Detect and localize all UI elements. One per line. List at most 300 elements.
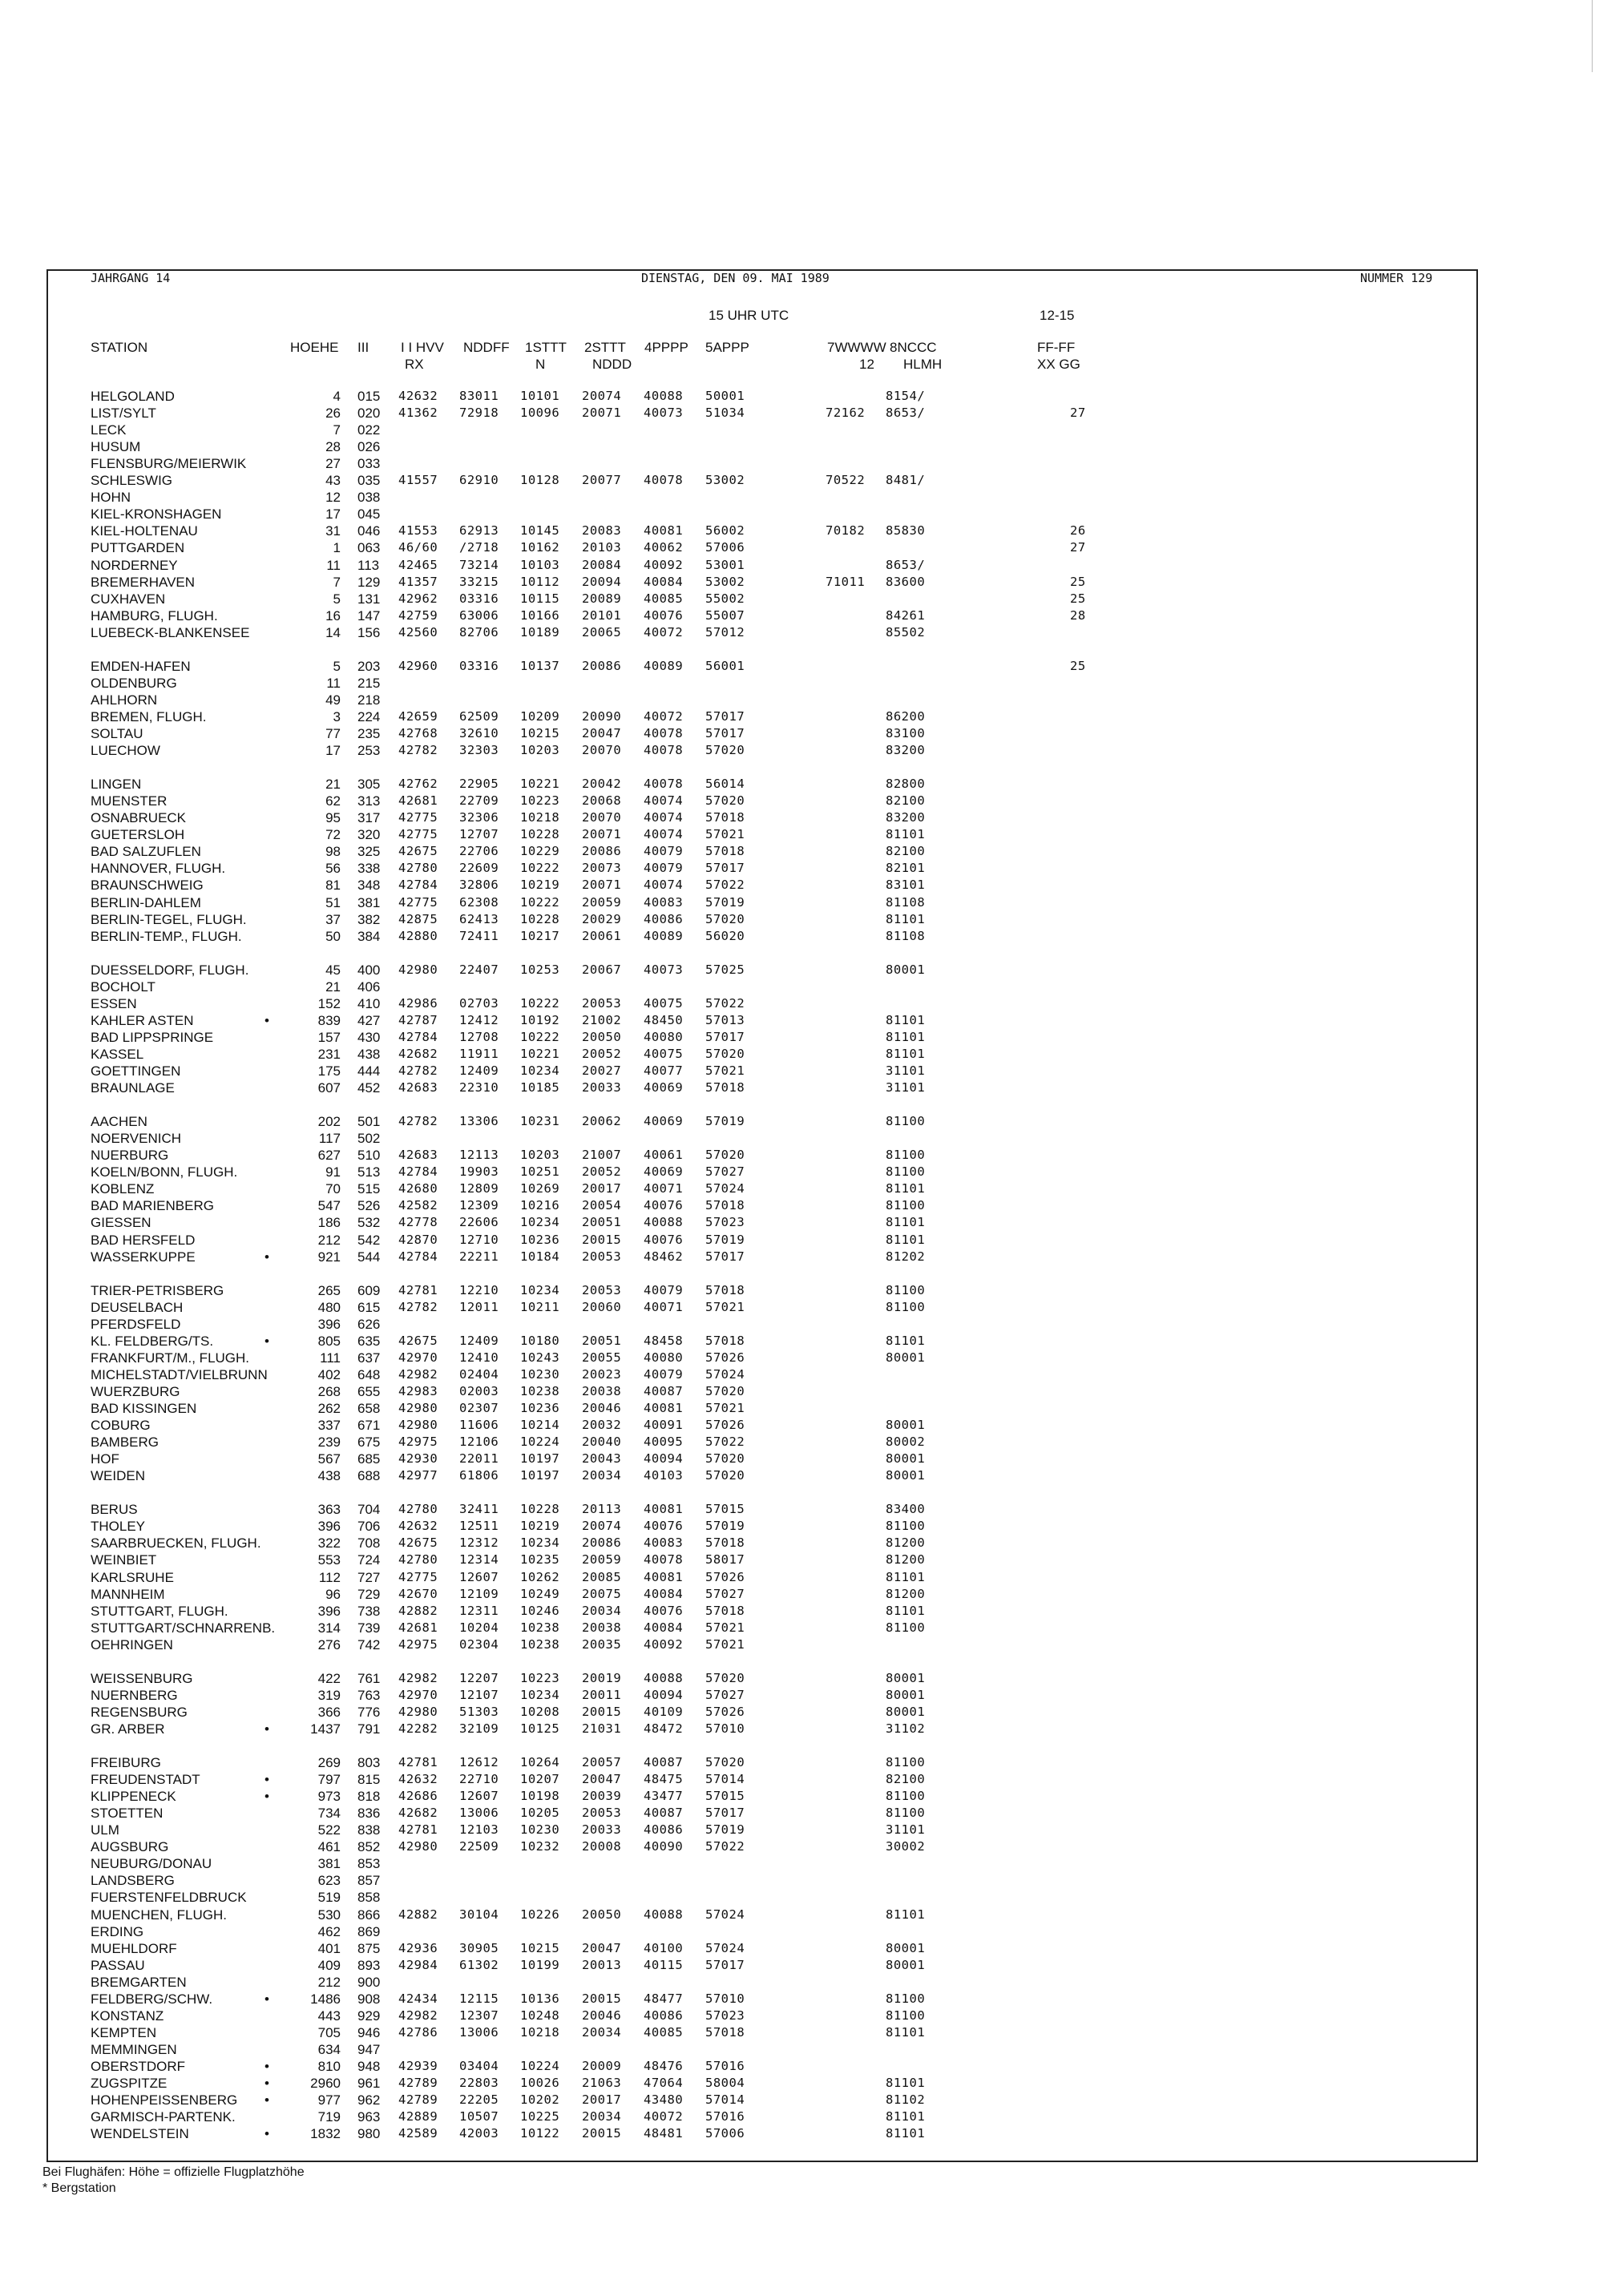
cell-h: 31 bbox=[325, 523, 341, 539]
cell-c1: 42781 bbox=[398, 1282, 438, 1297]
cell-c2: 51303 bbox=[459, 1704, 499, 1719]
cell-c5: 40085 bbox=[644, 2024, 684, 2040]
cell-c8: 8154/ bbox=[886, 389, 926, 403]
cell-station: MUENCHEN, FLUGH. bbox=[91, 1907, 228, 1923]
cell-c5: 48477 bbox=[644, 1991, 684, 2006]
cell-star: • bbox=[264, 2126, 269, 2142]
cell-iii: 857 bbox=[357, 1873, 381, 1889]
cell-c2: 12607 bbox=[459, 1569, 499, 1584]
cell-c6: 57012 bbox=[705, 624, 745, 640]
cell-c3: 10215 bbox=[520, 726, 560, 740]
cell-iii: 129 bbox=[357, 574, 381, 590]
cell-c3: 10222 bbox=[520, 861, 560, 876]
cell-c3: 10185 bbox=[520, 1080, 560, 1096]
cell-c2: 12314 bbox=[459, 1552, 499, 1568]
observation-period: 12-15 bbox=[1040, 308, 1075, 323]
cell-c3: 10251 bbox=[520, 1164, 560, 1180]
cell-iii: 815 bbox=[357, 1772, 381, 1788]
cell-c6: 58017 bbox=[705, 1552, 745, 1568]
cell-c8: 81101 bbox=[886, 1029, 926, 1044]
cell-c4: 20046 bbox=[582, 1401, 622, 1415]
cell-iii: 818 bbox=[357, 1789, 381, 1805]
cell-c5: 48462 bbox=[644, 1249, 684, 1264]
cell-c6: 57020 bbox=[705, 1148, 745, 1163]
table-row bbox=[0, 827, 1603, 844]
cell-c6: 57022 bbox=[705, 1839, 745, 1854]
cell-c8: 82800 bbox=[886, 777, 926, 792]
cell-c8: 80001 bbox=[886, 1957, 926, 1972]
cell-c1: 42983 bbox=[398, 1383, 438, 1398]
cell-c3: 10248 bbox=[520, 2007, 560, 2023]
cell-h: 212 bbox=[317, 1974, 341, 1990]
cell-c4: 20053 bbox=[582, 1282, 622, 1297]
cell-station: KIEL-KRONSHAGEN bbox=[91, 506, 222, 523]
cell-c8: 81200 bbox=[886, 1586, 926, 1601]
cell-c5: 40076 bbox=[644, 1519, 684, 1534]
cell-c4: 20085 bbox=[582, 1569, 622, 1584]
cell-station: AACHEN bbox=[91, 1114, 147, 1130]
cell-c5: 40100 bbox=[644, 1940, 684, 1955]
table-row bbox=[0, 506, 1603, 523]
cell-c2: 83011 bbox=[459, 389, 499, 403]
cell-c1: 42780 bbox=[398, 1552, 438, 1568]
cell-star: • bbox=[264, 1012, 269, 1028]
table-row bbox=[0, 1755, 1603, 1772]
cell-c6: 57020 bbox=[705, 1451, 745, 1467]
cell-c2: 12708 bbox=[459, 1029, 499, 1044]
cell-station: SAARBRUECKEN, FLUGH. bbox=[91, 1535, 261, 1552]
cell-c5: 43480 bbox=[644, 2092, 684, 2108]
cell-c4: 20034 bbox=[582, 2024, 622, 2040]
cell-c3: 10223 bbox=[520, 1670, 560, 1685]
cell-station: BAD KISSINGEN bbox=[91, 1401, 197, 1416]
cell-c8: 81101 bbox=[886, 2076, 926, 2090]
cell-station: BRAUNSCHWEIG bbox=[91, 878, 204, 894]
cell-c1: 42875 bbox=[398, 911, 438, 926]
cell-iii: 348 bbox=[357, 878, 381, 894]
cell-station: BREMEN, FLUGH. bbox=[91, 708, 207, 724]
cell-station: SCHLESWIG bbox=[91, 473, 173, 489]
cell-h: 202 bbox=[317, 1114, 341, 1130]
cell-c5: 40075 bbox=[644, 1046, 684, 1061]
cell-h: 623 bbox=[317, 1873, 341, 1889]
table-row bbox=[0, 575, 1603, 591]
cell-c2: 82706 bbox=[459, 624, 499, 640]
cell-iii: 215 bbox=[357, 675, 381, 691]
cell-c8: 81101 bbox=[886, 1181, 926, 1196]
cell-h: 547 bbox=[317, 1198, 341, 1214]
cell-c2: 62308 bbox=[459, 894, 499, 910]
table-row bbox=[0, 591, 1603, 608]
cell-c1: 42980 bbox=[398, 1418, 438, 1433]
cell-h: 7 bbox=[333, 574, 341, 590]
cell-c1: 42775 bbox=[398, 810, 438, 825]
cell-station: ULM bbox=[91, 1822, 119, 1838]
cell-c6: 57020 bbox=[705, 1670, 745, 1685]
cell-star: • bbox=[264, 2076, 269, 2091]
cell-c1: 42775 bbox=[398, 827, 438, 842]
cell-c2: 02307 bbox=[459, 1401, 499, 1415]
table-row bbox=[0, 1401, 1603, 1418]
table-row bbox=[0, 861, 1603, 878]
cell-c6: 57018 bbox=[705, 2024, 745, 2040]
cell-h: 11 bbox=[326, 557, 341, 573]
cell-iii: 131 bbox=[357, 591, 381, 607]
cell-station: HOHN bbox=[91, 490, 131, 506]
cell-c3: 10218 bbox=[520, 2024, 560, 2040]
cell-c2: 32306 bbox=[459, 810, 499, 825]
cell-iii: 542 bbox=[357, 1232, 381, 1248]
cell-iii: 704 bbox=[357, 1502, 381, 1518]
cell-h: 51 bbox=[325, 894, 341, 910]
cell-c8: 80002 bbox=[886, 1434, 926, 1450]
cell-c6: 51034 bbox=[705, 406, 745, 421]
cell-c6: 56002 bbox=[705, 523, 745, 539]
cell-station: NOERVENICH bbox=[91, 1131, 182, 1147]
cell-c5: 40074 bbox=[644, 793, 684, 809]
cell-h: 810 bbox=[317, 2058, 341, 2074]
table-row bbox=[0, 1519, 1603, 1535]
cell-station: KARLSRUHE bbox=[91, 1569, 174, 1585]
cell-c6: 57021 bbox=[705, 1299, 745, 1314]
cell-c4: 20053 bbox=[582, 995, 622, 1011]
cell-c5: 48458 bbox=[644, 1333, 684, 1348]
cell-c5: 40071 bbox=[644, 1181, 684, 1196]
table-row bbox=[0, 1249, 1603, 1266]
cell-station: BERUS bbox=[91, 1502, 138, 1518]
cell-station: GOETTINGEN bbox=[91, 1063, 181, 1079]
cell-c8: 81101 bbox=[886, 1046, 926, 1061]
cell-c3: 10217 bbox=[520, 928, 560, 943]
cell-c3: 10198 bbox=[520, 1789, 560, 1804]
cell-c2: 22905 bbox=[459, 777, 499, 792]
cell-c7: 70182 bbox=[826, 523, 866, 539]
cell-station: MICHELSTADT/VIELBRUNN bbox=[91, 1366, 268, 1382]
cell-station: LINGEN bbox=[91, 777, 142, 793]
cell-c1: 42780 bbox=[398, 861, 438, 876]
footnote-mountain: * Bergstation bbox=[42, 2181, 116, 2195]
cell-iii: 961 bbox=[357, 2076, 381, 2091]
cell-c4: 20051 bbox=[582, 1333, 622, 1348]
cell-c2: 12115 bbox=[459, 1991, 499, 2006]
cell-c8: 81200 bbox=[886, 1552, 926, 1568]
cell-c3: 10253 bbox=[520, 962, 560, 977]
cell-h: 409 bbox=[317, 1957, 341, 1973]
cell-c3: 10236 bbox=[520, 1232, 560, 1247]
cell-c5: 40069 bbox=[644, 1080, 684, 1096]
cell-star: • bbox=[264, 1772, 269, 1788]
cell-station: FLENSBURG/MEIERWIK bbox=[91, 456, 247, 472]
cell-c3: 10145 bbox=[520, 523, 560, 539]
cell-iii: 147 bbox=[357, 607, 381, 623]
cell-c6: 57018 bbox=[705, 1080, 745, 1096]
cell-station: REGENSBURG bbox=[91, 1704, 188, 1720]
cell-h: 265 bbox=[317, 1282, 341, 1298]
cell-c1: 42782 bbox=[398, 743, 438, 758]
cell-station: DEUSELBACH bbox=[91, 1299, 184, 1315]
cell-c8: 81100 bbox=[886, 1991, 926, 2006]
cell-c6: 57017 bbox=[705, 1806, 745, 1821]
cell-c2: 32610 bbox=[459, 726, 499, 740]
table-row bbox=[0, 979, 1603, 996]
cell-c5: 40088 bbox=[644, 1670, 684, 1685]
cell-c8: 82101 bbox=[886, 861, 926, 876]
cell-c9: 25 bbox=[1070, 591, 1086, 606]
cell-c1: 42939 bbox=[398, 2058, 438, 2073]
table-row bbox=[0, 1991, 1603, 2008]
cell-c3: 10232 bbox=[520, 1839, 560, 1854]
cell-c1: 42782 bbox=[398, 1114, 438, 1129]
cell-iii: 033 bbox=[357, 456, 381, 472]
cell-station: HOF bbox=[91, 1451, 119, 1467]
cell-c8: 81101 bbox=[886, 1232, 926, 1247]
cell-c5: 40086 bbox=[644, 911, 684, 926]
cell-c8: 81100 bbox=[886, 1620, 926, 1635]
jahrgang-label: JAHRGANG 14 bbox=[91, 271, 171, 285]
cell-c6: 57027 bbox=[705, 1687, 745, 1702]
cell-station: MUEHLDORF bbox=[91, 1940, 177, 1956]
cell-c1: 42560 bbox=[398, 624, 438, 640]
cell-c2: 12107 bbox=[459, 1687, 499, 1702]
cell-c7: 72162 bbox=[826, 406, 866, 421]
cell-c1: 42970 bbox=[398, 1687, 438, 1702]
table-row bbox=[0, 2076, 1603, 2092]
table-row bbox=[0, 1283, 1603, 1300]
table-row bbox=[0, 1671, 1603, 1688]
cell-iii: 869 bbox=[357, 1923, 381, 1939]
cell-c1: 42675 bbox=[398, 1333, 438, 1348]
cell-h: 7 bbox=[333, 422, 341, 438]
cell-c5: 40084 bbox=[644, 574, 684, 589]
cell-c4: 20094 bbox=[582, 574, 622, 589]
cell-iii: 900 bbox=[357, 1974, 381, 1990]
table-row bbox=[0, 929, 1603, 946]
cell-h: 5 bbox=[333, 658, 341, 674]
cell-station: BRAUNLAGE bbox=[91, 1080, 175, 1096]
cell-iii: 708 bbox=[357, 1535, 381, 1552]
cell-c5: 40061 bbox=[644, 1148, 684, 1163]
cell-c1: 42980 bbox=[398, 1839, 438, 1854]
cell-c4: 20033 bbox=[582, 1822, 622, 1838]
cell-c1: 42780 bbox=[398, 1502, 438, 1517]
cell-c6: 57021 bbox=[705, 1636, 745, 1652]
cell-c5: 40089 bbox=[644, 928, 684, 943]
cell-c4: 20070 bbox=[582, 810, 622, 825]
cell-h: 973 bbox=[317, 1789, 341, 1805]
cell-c1: 42683 bbox=[398, 1080, 438, 1096]
cell-c2: 12207 bbox=[459, 1670, 499, 1685]
cell-c3: 10224 bbox=[520, 1434, 560, 1450]
table-row bbox=[0, 2059, 1603, 2076]
cell-h: 314 bbox=[317, 1620, 341, 1636]
cell-iii: 688 bbox=[357, 1468, 381, 1484]
cell-station: KL. FELDBERG/TS. bbox=[91, 1333, 214, 1349]
cell-c2: 30905 bbox=[459, 1940, 499, 1955]
cell-c1: 42775 bbox=[398, 1569, 438, 1584]
cell-c4: 20027 bbox=[582, 1063, 622, 1078]
cell-c2: 12103 bbox=[459, 1822, 499, 1838]
cell-h: 607 bbox=[317, 1080, 341, 1096]
cell-h: 77 bbox=[325, 726, 341, 741]
cell-c8: 80001 bbox=[886, 1468, 926, 1483]
cell-c3: 10234 bbox=[520, 1063, 560, 1078]
table-row bbox=[0, 2092, 1603, 2109]
cell-h: 977 bbox=[317, 2092, 341, 2108]
cell-iii: 427 bbox=[357, 1012, 381, 1028]
cell-iii: 156 bbox=[357, 624, 381, 640]
table-row bbox=[0, 1317, 1603, 1334]
cell-c4: 20071 bbox=[582, 827, 622, 842]
cell-c1: 42782 bbox=[398, 1063, 438, 1078]
cell-c8: 31102 bbox=[886, 1721, 926, 1736]
table-row bbox=[0, 1839, 1603, 1856]
cell-c8: 81200 bbox=[886, 1535, 926, 1551]
cell-iii: 020 bbox=[357, 406, 381, 422]
table-row bbox=[0, 962, 1603, 979]
cell-c4: 20035 bbox=[582, 1636, 622, 1652]
cell-c4: 20017 bbox=[582, 1181, 622, 1196]
cell-h: 4 bbox=[333, 389, 341, 404]
cell-c1: 42980 bbox=[398, 962, 438, 977]
cell-c2: 02404 bbox=[459, 1366, 499, 1382]
cell-c2: 22310 bbox=[459, 1080, 499, 1096]
cell-c3: 10236 bbox=[520, 1401, 560, 1415]
cell-c1: 42778 bbox=[398, 1215, 438, 1230]
cell-h: 62 bbox=[325, 793, 341, 809]
cell-iii: 382 bbox=[357, 911, 381, 927]
cell-station: MEMMINGEN bbox=[91, 2041, 177, 2057]
col-4pppp: 4PPPP bbox=[644, 340, 688, 355]
cell-c1: 42680 bbox=[398, 1181, 438, 1196]
cell-station: OSNABRUECK bbox=[91, 810, 187, 826]
cell-c8: 80001 bbox=[886, 1451, 926, 1467]
cell-c8: 81100 bbox=[886, 1282, 926, 1297]
cell-iii: 502 bbox=[357, 1131, 381, 1147]
cell-station: MANNHEIM bbox=[91, 1586, 165, 1602]
cell-c4: 20015 bbox=[582, 1704, 622, 1719]
cell-c5: 40074 bbox=[644, 878, 684, 893]
cell-h: 401 bbox=[317, 1940, 341, 1956]
cell-c5: 40090 bbox=[644, 1839, 684, 1854]
table-row bbox=[0, 1705, 1603, 1721]
cell-c2: 12307 bbox=[459, 2007, 499, 2023]
cell-star: • bbox=[264, 2092, 269, 2108]
cell-c6: 57024 bbox=[705, 1940, 745, 1955]
cell-c4: 20008 bbox=[582, 1839, 622, 1854]
cell-c9: 26 bbox=[1070, 523, 1086, 539]
cell-station: ERDING bbox=[91, 1923, 144, 1939]
cell-c8: 83600 bbox=[886, 574, 926, 589]
cell-c1: 42982 bbox=[398, 1670, 438, 1685]
cell-c1: 42786 bbox=[398, 2024, 438, 2040]
cell-station: SOLTAU bbox=[91, 726, 143, 741]
cell-h: 402 bbox=[317, 1366, 341, 1382]
cell-c2: 03316 bbox=[459, 658, 499, 673]
cell-c3: 10101 bbox=[520, 389, 560, 403]
cell-c2: 22407 bbox=[459, 962, 499, 977]
cell-c4: 20047 bbox=[582, 1940, 622, 1955]
table-row bbox=[0, 558, 1603, 575]
cell-c6: 57021 bbox=[705, 1063, 745, 1078]
table-row bbox=[0, 1907, 1603, 1924]
cell-c8: 86200 bbox=[886, 708, 926, 724]
cell-c5: 40079 bbox=[644, 844, 684, 859]
cell-c5: 40069 bbox=[644, 1114, 684, 1129]
table-row bbox=[0, 1941, 1603, 1958]
cell-c3: 10221 bbox=[520, 777, 560, 792]
cell-c8: 30002 bbox=[886, 1839, 926, 1854]
cell-h: 111 bbox=[320, 1350, 341, 1366]
cell-station: TRIER-PETRISBERG bbox=[91, 1282, 224, 1298]
cell-c3: 10243 bbox=[520, 1350, 560, 1365]
cell-iii: 948 bbox=[357, 2058, 381, 2074]
cell-station: OBERSTDORF bbox=[91, 2058, 186, 2074]
cell-h: 96 bbox=[325, 1586, 341, 1602]
cell-iii: 253 bbox=[357, 743, 381, 759]
cell-c6: 57023 bbox=[705, 1215, 745, 1230]
cell-c4: 20011 bbox=[582, 1687, 622, 1702]
cell-h: 17 bbox=[325, 506, 341, 523]
cell-iii: 438 bbox=[357, 1046, 381, 1062]
cell-c2: 32411 bbox=[459, 1502, 499, 1517]
cell-c2: 62413 bbox=[459, 911, 499, 926]
cell-c1: 42675 bbox=[398, 1535, 438, 1551]
cell-iii: 655 bbox=[357, 1383, 381, 1399]
cell-iii: 706 bbox=[357, 1519, 381, 1535]
cell-c4: 20077 bbox=[582, 473, 622, 488]
cell-c6: 57020 bbox=[705, 1468, 745, 1483]
cell-c1: 42930 bbox=[398, 1451, 438, 1467]
cell-iii: 761 bbox=[357, 1670, 381, 1686]
col-ffff: FF-FF bbox=[1037, 340, 1076, 355]
cell-c5: 40071 bbox=[644, 1299, 684, 1314]
table-row bbox=[0, 422, 1603, 439]
cell-c2: 73214 bbox=[459, 557, 499, 572]
cell-station: KOELN/BONN, FLUGH. bbox=[91, 1164, 238, 1180]
cell-c5: 40088 bbox=[644, 1907, 684, 1922]
cell-c2: 13006 bbox=[459, 2024, 499, 2040]
table-row bbox=[0, 1620, 1603, 1637]
cell-c6: 57010 bbox=[705, 1721, 745, 1736]
cell-c1: 46/60 bbox=[398, 540, 438, 555]
cell-c4: 20059 bbox=[582, 1552, 622, 1568]
cell-iii: 893 bbox=[357, 1957, 381, 1973]
cell-c4: 20101 bbox=[582, 607, 622, 623]
table-row bbox=[0, 523, 1603, 540]
cell-iii: 763 bbox=[357, 1687, 381, 1703]
cell-h: 422 bbox=[317, 1670, 341, 1686]
cell-c5: 40079 bbox=[644, 1366, 684, 1382]
cell-c3: 10269 bbox=[520, 1181, 560, 1196]
cell-station: HUSUM bbox=[91, 439, 141, 455]
col-8nccc-hlmh: HLMH bbox=[903, 357, 943, 372]
cell-h: 11 bbox=[326, 675, 341, 691]
cell-c2: 32109 bbox=[459, 1721, 499, 1736]
cell-station: COBURG bbox=[91, 1418, 151, 1434]
col-1sttt-n: N bbox=[535, 357, 546, 372]
cell-iii: 313 bbox=[357, 793, 381, 809]
cell-c6: 57024 bbox=[705, 1181, 745, 1196]
cell-c2: 13306 bbox=[459, 1114, 499, 1129]
cell-iii: 532 bbox=[357, 1215, 381, 1231]
table-row bbox=[0, 1924, 1603, 1941]
cell-h: 117 bbox=[318, 1131, 341, 1147]
cell-c3: 10203 bbox=[520, 743, 560, 758]
cell-c8: 81100 bbox=[886, 1114, 926, 1129]
cell-iii: 046 bbox=[357, 523, 381, 539]
cell-c2: 61806 bbox=[459, 1468, 499, 1483]
cell-h: 519 bbox=[317, 1890, 341, 1906]
